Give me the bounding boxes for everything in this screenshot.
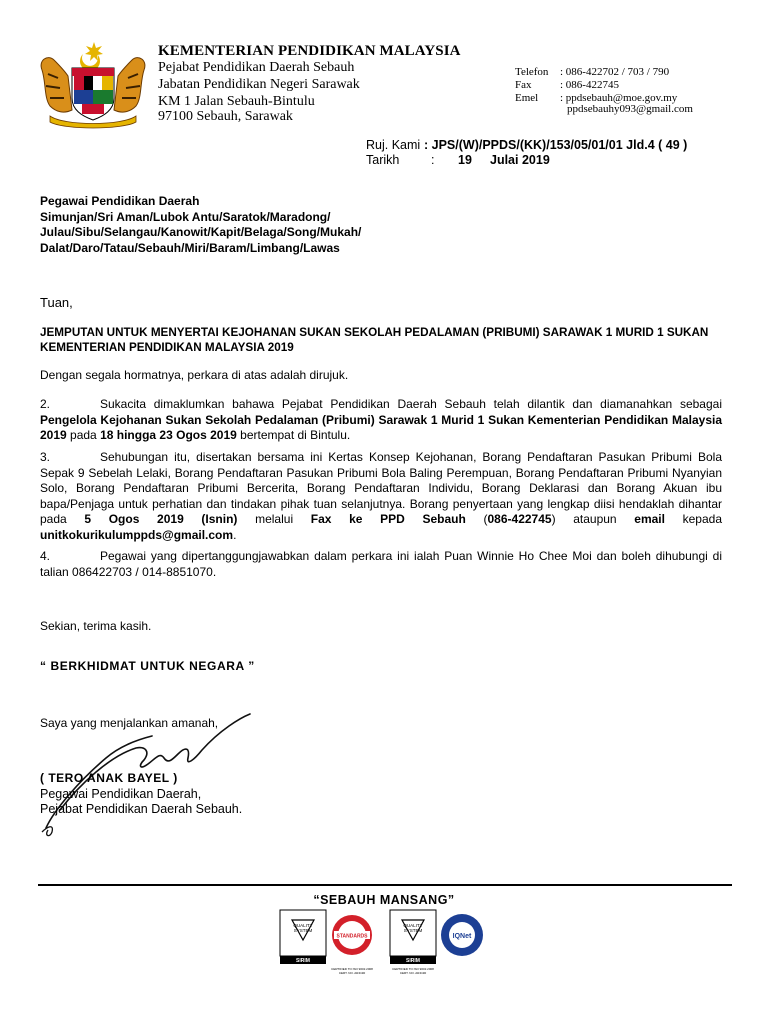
cert-sirim-text: SIRIM xyxy=(406,958,420,964)
signatory-title: Pegawai Pendidikan Daerah, xyxy=(40,787,202,801)
postcode-city: 97100 Sebauh, Sarawak xyxy=(158,109,293,124)
para-bold: email xyxy=(634,512,665,526)
cert-number-text: CERT. NO. AR4190 xyxy=(399,971,427,975)
para-text: ) ataupun xyxy=(551,512,635,526)
street-address: KM 1 Jalan Sebauh-Bintulu xyxy=(158,94,315,109)
date-label: Tarikh xyxy=(366,153,400,167)
cert-system-text: SYSTEM xyxy=(403,928,423,933)
ref-label: Ruj. Kami xyxy=(366,138,421,152)
cert-iqnet-text: IQNet xyxy=(452,933,472,940)
footer-divider xyxy=(38,884,732,886)
para-bold: Fax ke PPD Sebauh xyxy=(310,512,466,526)
recipient-line: Dalat/Daro/Tatau/Sebauh/Miri/Baram/Limbang/Lawas xyxy=(40,240,340,255)
office-name: Pejabat Pendidikan Daerah Sebauh xyxy=(158,60,355,75)
para-text: ( xyxy=(465,512,488,526)
cert-quality-text: QUALITY xyxy=(403,923,423,928)
date-day: 19 xyxy=(458,153,472,167)
para-bold: 5 Ogos 2019 (Isnin) xyxy=(84,512,238,526)
signatory-name: ( TERO ANAK BAYEL ) xyxy=(40,771,178,785)
malaysia-coat-of-arms-icon xyxy=(34,40,152,130)
cert-iso-text: CERTIFIED TO ISO 9001:2008 xyxy=(331,967,373,971)
signoff-intro: Saya yang menjalankan amanah, xyxy=(40,716,219,730)
para-text: melalui xyxy=(237,512,311,526)
para-bold: unitkokurikulumppds@gmail.com xyxy=(40,527,234,542)
para-text: kepada xyxy=(664,512,723,526)
para-text: Sehubungan itu, disertakan bersama ini Kertas Konsep Kejohanan, Borang Pendaftaran Pasukan Pribumi Bola Sepak 9 Sebelah Lelaki, Borang Pendaftaran Pasukan Pribumi Bola Baling Perempuan, Borang Pendaftaran Pribumi Nyanyian Solo, Borang Pendaftaran Pribumi Bercerita, Borang Pendaftaran Individu, Borang Deklarasi dan Borang Akuan ibu bapa/Penjaga untuk perhatian dan tindakan pihak tuan selanjutnya. Borang penyertaan yang lengkap diisi hendaklah dihantar pada xyxy=(40,450,722,526)
para-text: Sukacita dimaklumkan bahawa Pejabat Pendidikan Daerah Sebauh telah dilantik dan diamanahkan sebagai xyxy=(100,397,722,411)
para-bold: Pengelola Kejohanan Sukan Sekolah Pedalaman (Pribumi) Sarawak 1 Murid 1 Sukan Kementerian Pendidikan Malaysia 2019 xyxy=(40,412,722,442)
paragraph-number: 2. xyxy=(40,397,51,411)
date-month-year: Julai 2019 xyxy=(490,153,550,167)
motto: “ BERKHIDMAT UNTUK NEGARA ” xyxy=(40,659,255,673)
salutation: Tuan, xyxy=(40,295,73,310)
recipient-line: Simunjan/Sri Aman/Lubok Antu/Saratok/Maradong/ xyxy=(40,209,331,224)
certification-logos-icon xyxy=(278,908,488,982)
email2-value: ppdsebauhy093@gmail.com xyxy=(567,103,693,115)
para-bold: 086-422745 xyxy=(487,512,552,526)
closing-line: Sekian, terima kasih. xyxy=(40,619,152,633)
paragraph-2 xyxy=(40,397,722,444)
paragraph-number: 3. xyxy=(40,450,51,464)
fax-label: Fax xyxy=(515,79,532,91)
email-value: : ppdsebauh@moe.gov.my xyxy=(560,92,678,104)
opening-line: Dengan segala hormatnya, perkara di atas adalah dirujuk. xyxy=(40,368,349,382)
para-text: pada xyxy=(66,428,101,442)
handwritten-signature xyxy=(40,700,280,840)
cert-sirim-text: SIRIM xyxy=(296,958,310,964)
cert-iso-text: CERTIFIED TO ISO 9001:2008 xyxy=(392,967,434,971)
letter-subject: JEMPUTAN UNTUK MENYERTAI KEJOHANAN SUKAN SEKOLAH PEDALAMAN (PRIBUMI) SARAWAK 1 MURID 1 SUKAN KEMENTERIAN PENDIDIKAN MALAYSIA 2019 xyxy=(40,326,709,354)
footer-slogan: “SEBAUH MANSANG” xyxy=(313,893,455,907)
department-name: Jabatan Pendidikan Negeri Sarawak xyxy=(158,77,360,92)
recipient-line: Julau/Sibu/Selangau/Kanowit/Kapit/Belaga/Song/Mukah/ xyxy=(40,225,362,239)
cert-standards-text: STANDARDS xyxy=(336,933,368,940)
paragraph-3 xyxy=(40,450,722,543)
para-text: . xyxy=(233,527,237,542)
ref-value: : JPS/(W)/PPDS/(KK)/153/05/01/01 Jld.4 ( 49 ) xyxy=(424,138,688,152)
date-separator: : xyxy=(431,153,435,167)
recipient-block xyxy=(40,194,361,256)
fax-value: : 086-422745 xyxy=(560,79,619,91)
phone-value: : 086-422702 / 703 / 790 xyxy=(560,66,670,78)
para-text: Pegawai yang dipertanggungjawabkan dalam perkara ini ialah Puan Winnie Ho Chee Moi dan boleh dihubungi di talian 086422703 / 014-8851070. xyxy=(40,549,722,579)
para-text: bertempat di Bintulu. xyxy=(236,428,351,442)
phone-label: Telefon xyxy=(515,66,549,78)
ministry-name: KEMENTERIAN PENDIDIKAN MALAYSIA xyxy=(158,43,461,59)
paragraph-4 xyxy=(40,549,722,580)
cert-system-text: SYSTEM xyxy=(293,928,313,933)
cert-quality-text: QUALITY xyxy=(293,923,313,928)
cert-number-text: CERT. NO. AR4190 xyxy=(338,971,366,975)
signatory-office: Pejabat Pendidikan Daerah Sebauh. xyxy=(40,802,243,816)
email-label: Emel xyxy=(515,92,539,104)
para-bold: 18 hingga 23 Ogos 2019 xyxy=(100,428,237,442)
recipient-line: Pegawai Pendidikan Daerah xyxy=(40,194,200,208)
paragraph-number: 4. xyxy=(40,549,51,563)
